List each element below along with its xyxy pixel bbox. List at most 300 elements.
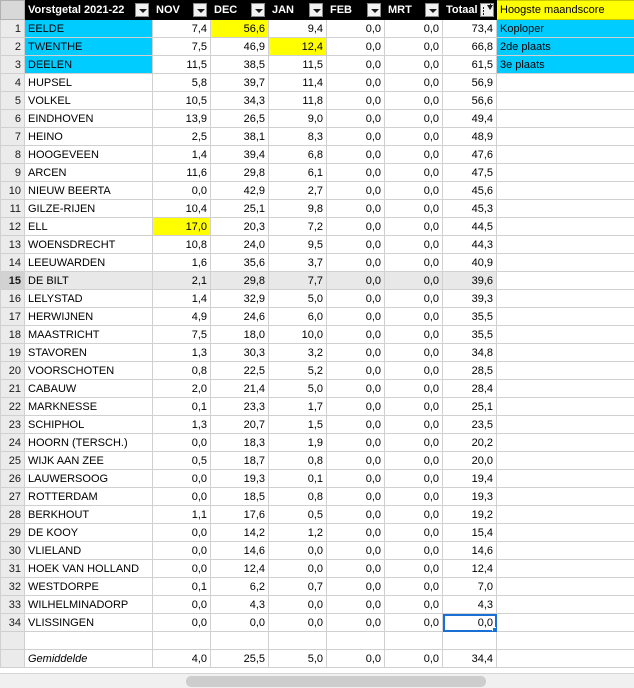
note-cell[interactable]: [497, 578, 634, 596]
station-name-cell[interactable]: EINDHOVEN: [25, 110, 153, 128]
column-header-jan[interactable]: [269, 1, 327, 20]
value-cell-mrt[interactable]: 0,0: [385, 272, 443, 290]
note-cell[interactable]: [497, 92, 634, 110]
value-cell-dec[interactable]: 14,2: [211, 524, 269, 542]
value-cell-feb[interactable]: 0,0: [327, 290, 385, 308]
station-name-cell[interactable]: HEINO: [25, 128, 153, 146]
value-cell-mrt[interactable]: 0,0: [385, 146, 443, 164]
selected-total-cell[interactable]: 0,0: [443, 614, 497, 632]
value-cell-mrt[interactable]: 0,0: [385, 110, 443, 128]
row-number[interactable]: 8: [1, 146, 25, 164]
value-cell-jan[interactable]: 0,0: [269, 596, 327, 614]
value-cell-jan[interactable]: 7,7: [269, 272, 327, 290]
value-cell-feb[interactable]: 0,0: [327, 164, 385, 182]
note-cell[interactable]: [497, 164, 634, 182]
select-all-corner[interactable]: [1, 1, 25, 20]
value-cell-total[interactable]: 28,5: [443, 362, 497, 380]
filter-dropdown-icon[interactable]: [367, 3, 381, 17]
value-cell-feb[interactable]: 0,0: [327, 344, 385, 362]
value-cell-total[interactable]: 47,6: [443, 146, 497, 164]
station-name-cell[interactable]: GILZE-RIJEN: [25, 200, 153, 218]
note-cell[interactable]: 2de plaats: [497, 38, 634, 56]
value-cell-mrt[interactable]: 0,0: [385, 74, 443, 92]
value-cell-feb[interactable]: 0,0: [327, 362, 385, 380]
value-cell-jan[interactable]: 6,0: [269, 308, 327, 326]
note-cell[interactable]: [497, 506, 634, 524]
note-cell[interactable]: [497, 200, 634, 218]
note-cell[interactable]: [497, 326, 634, 344]
row-number[interactable]: 28: [1, 506, 25, 524]
value-cell-nov[interactable]: 7,5: [153, 326, 211, 344]
value-cell-total[interactable]: 19,3: [443, 488, 497, 506]
value-cell-total[interactable]: 19,2: [443, 506, 497, 524]
value-cell-dec[interactable]: 17,6: [211, 506, 269, 524]
note-cell[interactable]: [497, 524, 634, 542]
column-header-totaal[interactable]: [443, 1, 497, 20]
station-name-cell[interactable]: VOORSCHOTEN: [25, 362, 153, 380]
value-cell-jan[interactable]: 1,5: [269, 416, 327, 434]
row-number[interactable]: 4: [1, 74, 25, 92]
value-cell-mrt[interactable]: 0,0: [385, 38, 443, 56]
value-cell-dec[interactable]: 20,3: [211, 218, 269, 236]
note-cell[interactable]: [497, 542, 634, 560]
value-cell-mrt[interactable]: 0,0: [385, 596, 443, 614]
row-number[interactable]: 9: [1, 164, 25, 182]
row-number[interactable]: 26: [1, 470, 25, 488]
station-name-cell[interactable]: LELYSTAD: [25, 290, 153, 308]
value-cell-total[interactable]: 73,4: [443, 20, 497, 38]
value-cell-mrt[interactable]: 0,0: [385, 92, 443, 110]
note-cell[interactable]: [497, 290, 634, 308]
value-cell-nov[interactable]: 0,0: [153, 182, 211, 200]
value-cell-total[interactable]: 12,4: [443, 560, 497, 578]
value-cell-nov[interactable]: 2,5: [153, 128, 211, 146]
value-cell-jan[interactable]: 0,5: [269, 506, 327, 524]
value-cell-jan[interactable]: 6,1: [269, 164, 327, 182]
row-number[interactable]: 21: [1, 380, 25, 398]
station-name-cell[interactable]: WESTDORPE: [25, 578, 153, 596]
value-cell-jan[interactable]: 0,0: [269, 614, 327, 632]
value-cell-jan[interactable]: 5,0: [269, 290, 327, 308]
filter-dropdown-icon[interactable]: [193, 3, 207, 17]
value-cell-feb[interactable]: 0,0: [327, 218, 385, 236]
value-cell-dec[interactable]: 6,2: [211, 578, 269, 596]
value-cell-mrt[interactable]: 0,0: [385, 128, 443, 146]
row-number[interactable]: 27: [1, 488, 25, 506]
value-cell-nov[interactable]: 11,5: [153, 56, 211, 74]
value-cell-jan[interactable]: 9,8: [269, 200, 327, 218]
value-cell-mrt[interactable]: 0,0: [385, 506, 443, 524]
value-cell-nov[interactable]: 1,4: [153, 290, 211, 308]
value-cell-dec[interactable]: 34,3: [211, 92, 269, 110]
value-cell-dec[interactable]: 39,4: [211, 146, 269, 164]
value-cell-dec[interactable]: 20,7: [211, 416, 269, 434]
value-cell-mrt[interactable]: 0,0: [385, 650, 443, 668]
value-cell-nov[interactable]: 0,0: [153, 542, 211, 560]
value-cell-dec[interactable]: 42,9: [211, 182, 269, 200]
station-name-cell[interactable]: DEELEN: [25, 56, 153, 74]
station-name-cell[interactable]: DE BILT: [25, 272, 153, 290]
value-cell-total[interactable]: [443, 632, 497, 650]
value-cell-total[interactable]: 56,9: [443, 74, 497, 92]
row-number[interactable]: 5: [1, 92, 25, 110]
station-name-cell[interactable]: WOENSDRECHT: [25, 236, 153, 254]
note-cell[interactable]: [497, 74, 634, 92]
value-cell-feb[interactable]: 0,0: [327, 326, 385, 344]
value-cell-dec[interactable]: 35,6: [211, 254, 269, 272]
value-cell-dec[interactable]: 29,8: [211, 272, 269, 290]
horizontal-scrollbar[interactable]: [0, 673, 634, 688]
value-cell-total[interactable]: 47,5: [443, 164, 497, 182]
value-cell-mrt[interactable]: 0,0: [385, 344, 443, 362]
value-cell-feb[interactable]: 0,0: [327, 20, 385, 38]
value-cell-mrt[interactable]: 0,0: [385, 560, 443, 578]
summary-label-cell[interactable]: Gemiddelde: [25, 650, 153, 668]
value-cell-jan[interactable]: 11,4: [269, 74, 327, 92]
row-number[interactable]: 32: [1, 578, 25, 596]
value-cell-feb[interactable]: 0,0: [327, 416, 385, 434]
value-cell-feb[interactable]: 0,0: [327, 596, 385, 614]
value-cell-total[interactable]: 45,3: [443, 200, 497, 218]
note-cell[interactable]: [497, 650, 634, 668]
value-cell-mrt[interactable]: 0,0: [385, 200, 443, 218]
value-cell-nov[interactable]: 1,3: [153, 344, 211, 362]
value-cell-mrt[interactable]: 0,0: [385, 542, 443, 560]
value-cell-nov[interactable]: 5,8: [153, 74, 211, 92]
row-number[interactable]: 16: [1, 290, 25, 308]
value-cell-jan[interactable]: 2,7: [269, 182, 327, 200]
value-cell-nov[interactable]: 10,5: [153, 92, 211, 110]
value-cell-jan[interactable]: 7,2: [269, 218, 327, 236]
value-cell-mrt[interactable]: 0,0: [385, 578, 443, 596]
value-cell-dec[interactable]: 18,3: [211, 434, 269, 452]
row-number[interactable]: [1, 650, 25, 668]
value-cell-dec[interactable]: 12,4: [211, 560, 269, 578]
note-cell[interactable]: Koploper: [497, 20, 634, 38]
note-cell[interactable]: [497, 236, 634, 254]
value-cell-feb[interactable]: 0,0: [327, 308, 385, 326]
value-cell-nov[interactable]: 0,1: [153, 578, 211, 596]
value-cell-feb[interactable]: 0,0: [327, 452, 385, 470]
value-cell-mrt[interactable]: 0,0: [385, 470, 443, 488]
value-cell-feb[interactable]: 0,0: [327, 236, 385, 254]
sort-descending-filter-icon[interactable]: [480, 3, 494, 17]
row-number[interactable]: 7: [1, 128, 25, 146]
row-number[interactable]: 19: [1, 344, 25, 362]
station-name-cell[interactable]: BERKHOUT: [25, 506, 153, 524]
value-cell-total[interactable]: 20,2: [443, 434, 497, 452]
row-number[interactable]: 3: [1, 56, 25, 74]
value-cell-jan[interactable]: 9,4: [269, 20, 327, 38]
note-cell[interactable]: [497, 632, 634, 650]
value-cell-feb[interactable]: 0,0: [327, 542, 385, 560]
station-name-cell[interactable]: HUPSEL: [25, 74, 153, 92]
value-cell-nov[interactable]: 0,8: [153, 362, 211, 380]
value-cell-dec[interactable]: 23,3: [211, 398, 269, 416]
value-cell-dec[interactable]: 4,3: [211, 596, 269, 614]
note-cell[interactable]: [497, 614, 634, 632]
value-cell-jan[interactable]: 1,2: [269, 524, 327, 542]
value-cell-dec[interactable]: 24,6: [211, 308, 269, 326]
note-cell[interactable]: [497, 560, 634, 578]
value-cell-total[interactable]: 66,8: [443, 38, 497, 56]
station-name-cell[interactable]: NIEUW BEERTA: [25, 182, 153, 200]
value-cell-mrt[interactable]: 0,0: [385, 254, 443, 272]
note-cell[interactable]: [497, 470, 634, 488]
station-name-cell[interactable]: HERWIJNEN: [25, 308, 153, 326]
note-cell[interactable]: [497, 344, 634, 362]
value-cell-mrt[interactable]: 0,0: [385, 452, 443, 470]
value-cell-jan[interactable]: 1,9: [269, 434, 327, 452]
note-cell[interactable]: [497, 380, 634, 398]
value-cell-dec[interactable]: 19,3: [211, 470, 269, 488]
value-cell-total[interactable]: 39,3: [443, 290, 497, 308]
value-cell-nov[interactable]: 0,1: [153, 398, 211, 416]
value-cell-jan[interactable]: 11,5: [269, 56, 327, 74]
value-cell-dec[interactable]: 30,3: [211, 344, 269, 362]
value-cell-feb[interactable]: 0,0: [327, 56, 385, 74]
note-cell[interactable]: [497, 308, 634, 326]
station-name-cell[interactable]: VLISSINGEN: [25, 614, 153, 632]
value-cell-dec[interactable]: 38,1: [211, 128, 269, 146]
note-cell[interactable]: [497, 434, 634, 452]
value-cell-total[interactable]: 4,3: [443, 596, 497, 614]
value-cell-total[interactable]: 28,4: [443, 380, 497, 398]
value-cell-feb[interactable]: 0,0: [327, 110, 385, 128]
value-cell-feb[interactable]: 0,0: [327, 272, 385, 290]
value-cell-jan[interactable]: 0,8: [269, 452, 327, 470]
value-cell-total[interactable]: 7,0: [443, 578, 497, 596]
value-cell-feb[interactable]: 0,0: [327, 470, 385, 488]
value-cell-total[interactable]: 34,8: [443, 344, 497, 362]
value-cell-jan[interactable]: 12,4: [269, 38, 327, 56]
note-cell[interactable]: [497, 596, 634, 614]
row-number[interactable]: 33: [1, 596, 25, 614]
row-number[interactable]: 24: [1, 434, 25, 452]
value-cell-nov[interactable]: 0,0: [153, 524, 211, 542]
value-cell-nov[interactable]: 13,9: [153, 110, 211, 128]
value-cell-total[interactable]: 35,5: [443, 308, 497, 326]
value-cell-nov[interactable]: 0,5: [153, 452, 211, 470]
row-number[interactable]: 22: [1, 398, 25, 416]
value-cell-nov[interactable]: 0,0: [153, 470, 211, 488]
row-number[interactable]: 1: [1, 20, 25, 38]
station-name-cell[interactable]: VLIELAND: [25, 542, 153, 560]
value-cell-jan[interactable]: 5,2: [269, 362, 327, 380]
value-cell-jan[interactable]: 0,0: [269, 560, 327, 578]
value-cell-total[interactable]: 15,4: [443, 524, 497, 542]
value-cell-total[interactable]: 34,4: [443, 650, 497, 668]
station-name-cell[interactable]: HOOGEVEEN: [25, 146, 153, 164]
value-cell-mrt[interactable]: 0,0: [385, 182, 443, 200]
value-cell-feb[interactable]: 0,0: [327, 182, 385, 200]
filter-dropdown-icon[interactable]: [135, 3, 149, 17]
value-cell-nov[interactable]: 17,0: [153, 218, 211, 236]
note-cell[interactable]: [497, 146, 634, 164]
value-cell-jan[interactable]: 1,7: [269, 398, 327, 416]
value-cell-jan[interactable]: 3,7: [269, 254, 327, 272]
value-cell-total[interactable]: 44,3: [443, 236, 497, 254]
value-cell-feb[interactable]: 0,0: [327, 128, 385, 146]
value-cell-dec[interactable]: 26,5: [211, 110, 269, 128]
value-cell-nov[interactable]: 1,6: [153, 254, 211, 272]
value-cell-total[interactable]: 45,6: [443, 182, 497, 200]
value-cell-mrt[interactable]: 0,0: [385, 218, 443, 236]
column-header-vorstgetal[interactable]: [25, 1, 153, 20]
column-header-nov[interactable]: [153, 1, 211, 20]
value-cell-nov[interactable]: 7,5: [153, 38, 211, 56]
value-cell-dec[interactable]: 18,5: [211, 488, 269, 506]
note-cell[interactable]: [497, 398, 634, 416]
value-cell-feb[interactable]: 0,0: [327, 38, 385, 56]
value-cell-mrt[interactable]: 0,0: [385, 56, 443, 74]
column-header-mrt[interactable]: [385, 1, 443, 20]
row-number[interactable]: 2: [1, 38, 25, 56]
value-cell-jan[interactable]: 10,0: [269, 326, 327, 344]
value-cell-dec[interactable]: 39,7: [211, 74, 269, 92]
value-cell-mrt[interactable]: 0,0: [385, 164, 443, 182]
station-name-cell[interactable]: CABAUW: [25, 380, 153, 398]
value-cell-mrt[interactable]: 0,0: [385, 290, 443, 308]
value-cell-mrt[interactable]: 0,0: [385, 434, 443, 452]
value-cell-nov[interactable]: 0,0: [153, 560, 211, 578]
value-cell-feb[interactable]: 0,0: [327, 254, 385, 272]
value-cell-jan[interactable]: 0,1: [269, 470, 327, 488]
row-number[interactable]: 20: [1, 362, 25, 380]
value-cell-feb[interactable]: 0,0: [327, 506, 385, 524]
value-cell-feb[interactable]: 0,0: [327, 578, 385, 596]
value-cell-jan[interactable]: [269, 632, 327, 650]
value-cell-nov[interactable]: 4,9: [153, 308, 211, 326]
value-cell-dec[interactable]: 56,6: [211, 20, 269, 38]
value-cell-total[interactable]: 56,6: [443, 92, 497, 110]
note-cell[interactable]: [497, 110, 634, 128]
value-cell-dec[interactable]: 32,9: [211, 290, 269, 308]
value-cell-mrt[interactable]: 0,0: [385, 20, 443, 38]
station-name-cell[interactable]: STAVOREN: [25, 344, 153, 362]
value-cell-nov[interactable]: 10,8: [153, 236, 211, 254]
value-cell-feb[interactable]: 0,0: [327, 488, 385, 506]
value-cell-total[interactable]: 39,6: [443, 272, 497, 290]
horizontal-scrollbar-thumb[interactable]: [186, 676, 486, 687]
value-cell-jan[interactable]: 9,0: [269, 110, 327, 128]
row-number[interactable]: 34: [1, 614, 25, 632]
value-cell-nov[interactable]: 0,0: [153, 434, 211, 452]
value-cell-feb[interactable]: 0,0: [327, 200, 385, 218]
station-name-cell[interactable]: MARKNESSE: [25, 398, 153, 416]
value-cell-nov[interactable]: 0,0: [153, 488, 211, 506]
value-cell-dec[interactable]: 25,1: [211, 200, 269, 218]
value-cell-feb[interactable]: 0,0: [327, 434, 385, 452]
note-cell[interactable]: 3e plaats: [497, 56, 634, 74]
row-number[interactable]: 13: [1, 236, 25, 254]
station-name-cell[interactable]: SCHIPHOL: [25, 416, 153, 434]
value-cell-total[interactable]: 20,0: [443, 452, 497, 470]
value-cell-mrt[interactable]: 0,0: [385, 236, 443, 254]
value-cell-jan[interactable]: 0,7: [269, 578, 327, 596]
value-cell-mrt[interactable]: 0,0: [385, 326, 443, 344]
value-cell-total[interactable]: 49,4: [443, 110, 497, 128]
value-cell-dec[interactable]: 0,0: [211, 614, 269, 632]
value-cell-total[interactable]: 25,1: [443, 398, 497, 416]
column-header-feb[interactable]: [327, 1, 385, 20]
station-name-cell[interactable]: HOEK VAN HOLLAND: [25, 560, 153, 578]
station-name-cell[interactable]: VOLKEL: [25, 92, 153, 110]
station-name-cell[interactable]: HOORN (TERSCH.): [25, 434, 153, 452]
column-header-dec[interactable]: [211, 1, 269, 20]
value-cell-mrt[interactable]: 0,0: [385, 488, 443, 506]
value-cell-jan[interactable]: 9,5: [269, 236, 327, 254]
value-cell-total[interactable]: 44,5: [443, 218, 497, 236]
row-number[interactable]: 14: [1, 254, 25, 272]
value-cell-mrt[interactable]: 0,0: [385, 380, 443, 398]
row-number[interactable]: 31: [1, 560, 25, 578]
note-cell[interactable]: [497, 218, 634, 236]
value-cell-jan[interactable]: 3,2: [269, 344, 327, 362]
note-cell[interactable]: [497, 452, 634, 470]
station-name-cell[interactable]: LAUWERSOOG: [25, 470, 153, 488]
row-number[interactable]: 23: [1, 416, 25, 434]
row-number[interactable]: 11: [1, 200, 25, 218]
value-cell-dec[interactable]: 18,0: [211, 326, 269, 344]
value-cell-feb[interactable]: 0,0: [327, 74, 385, 92]
value-cell-nov[interactable]: [153, 632, 211, 650]
row-number[interactable]: 25: [1, 452, 25, 470]
value-cell-jan[interactable]: 11,8: [269, 92, 327, 110]
value-cell-mrt[interactable]: 0,0: [385, 308, 443, 326]
station-name-cell[interactable]: [25, 632, 153, 650]
row-number[interactable]: 10: [1, 182, 25, 200]
value-cell-feb[interactable]: 0,0: [327, 524, 385, 542]
value-cell-nov[interactable]: 7,4: [153, 20, 211, 38]
value-cell-jan[interactable]: 0,0: [269, 542, 327, 560]
note-cell[interactable]: [497, 488, 634, 506]
station-name-cell[interactable]: TWENTHE: [25, 38, 153, 56]
filter-dropdown-icon[interactable]: [309, 3, 323, 17]
value-cell-total[interactable]: 19,4: [443, 470, 497, 488]
value-cell-nov[interactable]: 2,1: [153, 272, 211, 290]
value-cell-feb[interactable]: 0,0: [327, 650, 385, 668]
value-cell-feb[interactable]: 0,0: [327, 560, 385, 578]
station-name-cell[interactable]: EELDE: [25, 20, 153, 38]
value-cell-feb[interactable]: 0,0: [327, 92, 385, 110]
value-cell-feb[interactable]: 0,0: [327, 398, 385, 416]
station-name-cell[interactable]: ARCEN: [25, 164, 153, 182]
value-cell-total[interactable]: 35,5: [443, 326, 497, 344]
value-cell-dec[interactable]: 46,9: [211, 38, 269, 56]
filter-dropdown-icon[interactable]: [425, 3, 439, 17]
value-cell-mrt[interactable]: 0,0: [385, 614, 443, 632]
value-cell-dec[interactable]: 22,5: [211, 362, 269, 380]
value-cell-jan[interactable]: 5,0: [269, 380, 327, 398]
station-name-cell[interactable]: ELL: [25, 218, 153, 236]
value-cell-feb[interactable]: 0,0: [327, 380, 385, 398]
value-cell-feb[interactable]: [327, 632, 385, 650]
row-number[interactable]: [1, 632, 25, 650]
note-cell[interactable]: [497, 416, 634, 434]
value-cell-nov[interactable]: 2,0: [153, 380, 211, 398]
value-cell-total[interactable]: 23,5: [443, 416, 497, 434]
row-number[interactable]: 17: [1, 308, 25, 326]
value-cell-mrt[interactable]: [385, 632, 443, 650]
value-cell-nov[interactable]: 10,4: [153, 200, 211, 218]
value-cell-feb[interactable]: 0,0: [327, 146, 385, 164]
value-cell-dec[interactable]: 29,8: [211, 164, 269, 182]
value-cell-nov[interactable]: 0,0: [153, 596, 211, 614]
note-cell[interactable]: [497, 254, 634, 272]
station-name-cell[interactable]: LEEUWARDEN: [25, 254, 153, 272]
value-cell-dec[interactable]: 14,6: [211, 542, 269, 560]
